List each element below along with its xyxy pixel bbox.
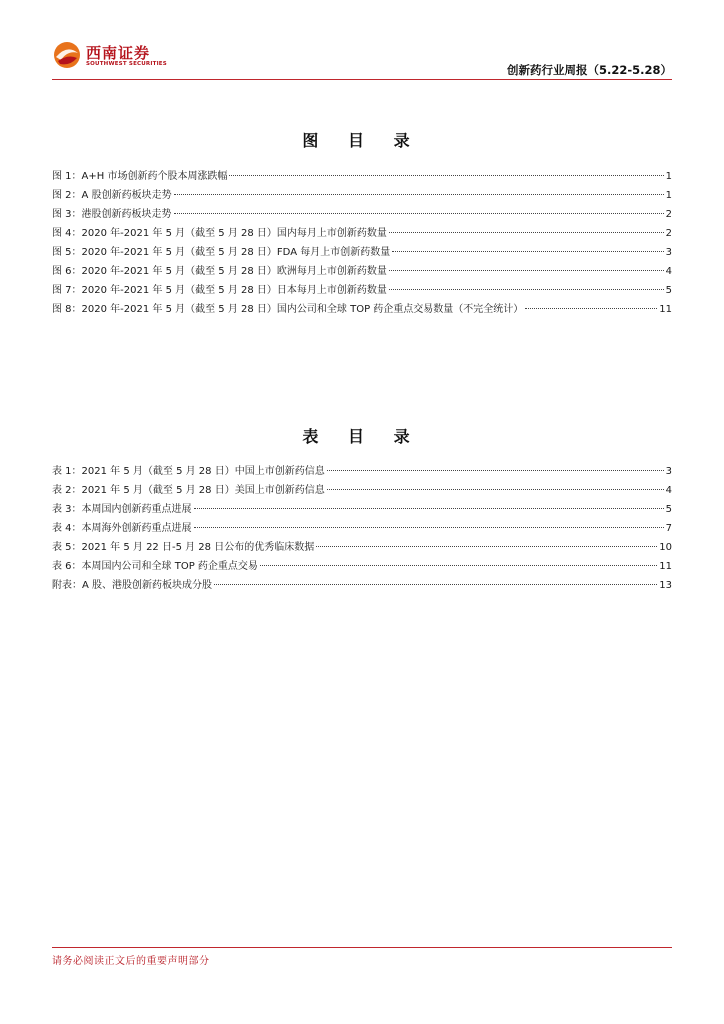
toc-entry-figure-2[interactable] <box>52 186 672 205</box>
toc-page-number: 2 <box>665 209 672 220</box>
toc-text: 2020 年-2021 年 5 月（截至 5 月 28 日）日本每月上市创新药数量 <box>81 285 387 296</box>
logo-english-name: SOUTHWEST SECURITIES <box>86 61 167 67</box>
toc-page-number: 3 <box>665 466 672 477</box>
toc-page-number: 7 <box>665 523 672 534</box>
toc-page-number: 11 <box>659 304 672 315</box>
toc-leader <box>194 508 664 509</box>
toc-leader <box>260 565 657 566</box>
toc-label: 表 4： <box>52 523 82 534</box>
toc-leader <box>389 289 664 290</box>
toc-text: A 股创新药板块走势 <box>81 190 172 201</box>
toc-label: 图 1： <box>52 171 82 182</box>
toc-entry-figure-6[interactable] <box>52 262 672 281</box>
toc-leader <box>389 232 664 233</box>
toc-leader <box>194 527 664 528</box>
toc-page-number: 5 <box>665 285 672 296</box>
toc-page-number: 10 <box>659 542 672 553</box>
toc-label: 图 6： <box>52 266 82 277</box>
toc-label: 附表： <box>52 580 82 591</box>
footer-disclaimer-notice: 请务必阅读正文后的重要声明部分 <box>52 956 210 967</box>
figures-toc-title: 图 目 录 <box>302 131 422 150</box>
toc-text: 2020 年-2021 年 5 月（截至 5 月 28 日）国内公司和全球 TOP 药企重点交易数量（不完全统计） <box>81 304 524 315</box>
toc-page-number: 1 <box>665 171 672 182</box>
toc-text: 2021 年 5 月 22 日-5 月 28 日公布的优秀临床数据 <box>81 542 315 553</box>
toc-text: A+H 市场创新药个股本周涨跌幅 <box>81 171 228 182</box>
toc-text: A 股、港股创新药板块成分股 <box>82 580 213 591</box>
toc-page-number: 3 <box>665 247 672 258</box>
toc-page-number: 4 <box>665 266 672 277</box>
toc-entry-table-5[interactable] <box>52 538 672 557</box>
toc-label: 表 3： <box>52 504 82 515</box>
logo-emblem-icon <box>52 40 82 70</box>
toc-text: 港股创新药板块走势 <box>81 209 172 220</box>
footer-divider <box>52 947 672 948</box>
toc-entry-table-6[interactable] <box>52 557 672 576</box>
toc-text: 2020 年-2021 年 5 月（截至 5 月 28 日）FDA 每月上市创新药数量 <box>81 247 391 258</box>
toc-text: 本周国内公司和全球 TOP 药企重点交易 <box>81 561 258 572</box>
page-header <box>0 0 724 84</box>
toc-leader <box>229 175 663 176</box>
toc-label: 图 8： <box>52 304 82 315</box>
toc-page-number: 1 <box>665 190 672 201</box>
toc-entry-figure-7[interactable] <box>52 281 672 300</box>
toc-page-number: 11 <box>659 561 672 572</box>
toc-page-number: 4 <box>665 485 672 496</box>
figures-toc-list <box>52 167 672 319</box>
toc-text: 本周海外创新药重点进展 <box>81 523 192 534</box>
toc-label: 表 6： <box>52 561 82 572</box>
toc-entry-figure-1[interactable] <box>52 167 672 186</box>
toc-leader <box>174 194 664 195</box>
toc-leader <box>525 308 657 309</box>
toc-entry-table-2[interactable] <box>52 481 672 500</box>
toc-page-number: 2 <box>665 228 672 239</box>
company-logo <box>52 40 192 76</box>
toc-label: 表 1： <box>52 466 82 477</box>
toc-text: 2020 年-2021 年 5 月（截至 5 月 28 日）国内每月上市创新药数量 <box>81 228 387 239</box>
tables-toc-title: 表 目 录 <box>302 427 422 446</box>
toc-entry-figure-5[interactable] <box>52 243 672 262</box>
toc-entry-figure-4[interactable] <box>52 224 672 243</box>
toc-label: 图 4： <box>52 228 82 239</box>
toc-label: 表 2： <box>52 485 82 496</box>
toc-entry-table-4[interactable] <box>52 519 672 538</box>
toc-leader <box>327 489 664 490</box>
toc-leader <box>316 546 657 547</box>
toc-label: 表 5： <box>52 542 82 553</box>
toc-entry-table-3[interactable] <box>52 500 672 519</box>
toc-entry-table-1[interactable] <box>52 462 672 481</box>
toc-leader <box>174 213 664 214</box>
toc-leader <box>392 251 663 252</box>
toc-leader <box>389 270 664 271</box>
report-title: 创新药行业周报（5.22-5.28） <box>506 63 672 77</box>
toc-entry-appendix-table[interactable] <box>52 576 672 595</box>
toc-text: 本周国内创新药重点进展 <box>81 504 192 515</box>
toc-leader <box>327 470 664 471</box>
toc-label: 图 5： <box>52 247 82 258</box>
toc-text: 2021 年 5 月（截至 5 月 28 日）中国上市创新药信息 <box>81 466 325 477</box>
toc-page-number: 13 <box>659 580 672 591</box>
toc-entry-figure-3[interactable] <box>52 205 672 224</box>
toc-text: 2021 年 5 月（截至 5 月 28 日）美国上市创新药信息 <box>81 485 325 496</box>
toc-entry-figure-8[interactable] <box>52 300 672 319</box>
logo-chinese-name: 西南证券 <box>86 44 151 62</box>
toc-leader <box>214 584 657 585</box>
toc-text: 2020 年-2021 年 5 月（截至 5 月 28 日）欧洲每月上市创新药数量 <box>81 266 387 277</box>
toc-page-number: 5 <box>665 504 672 515</box>
toc-label: 图 2： <box>52 190 82 201</box>
header-divider <box>52 79 672 80</box>
tables-toc-list <box>52 462 672 595</box>
toc-label: 图 7： <box>52 285 82 296</box>
toc-label: 图 3： <box>52 209 82 220</box>
